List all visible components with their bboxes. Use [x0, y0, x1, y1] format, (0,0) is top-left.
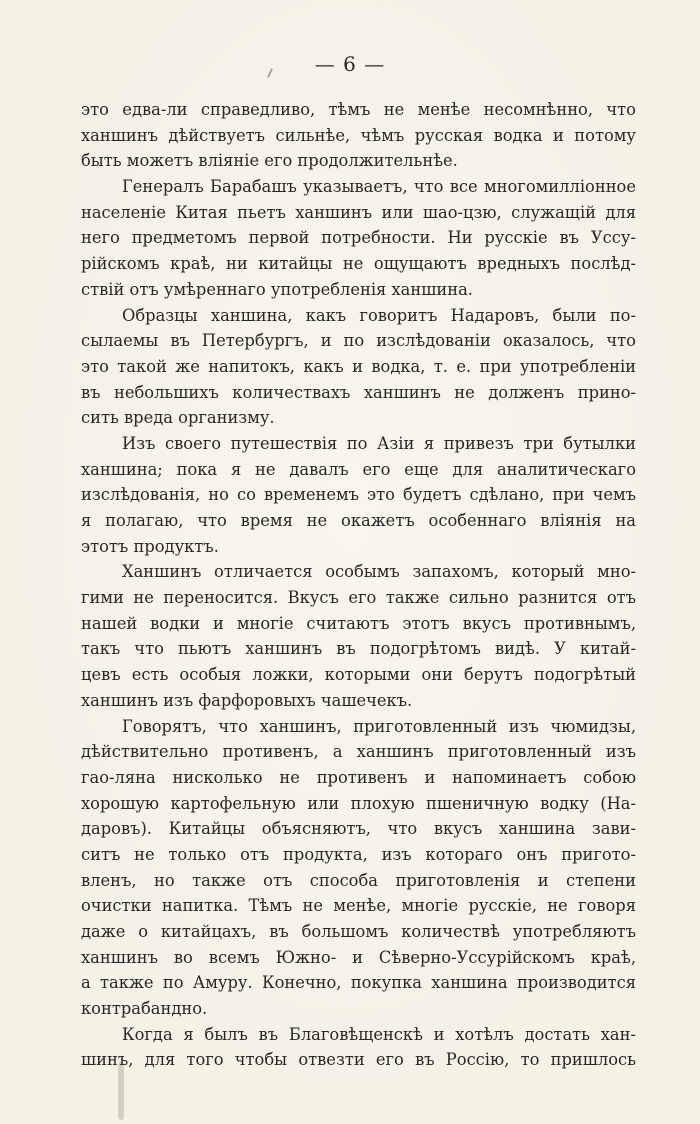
- text-line: Ханшинъ отличается особымъ запахомъ, который мно-: [122, 562, 636, 582]
- text-line: населеніе Китая пьетъ ханшинъ или шао-цзю, служащій для: [81, 202, 636, 222]
- text-line: Когда я былъ въ Благовѣщенскѣ и хотѣлъ достать хан-: [122, 1024, 636, 1044]
- page-number: — 6 —: [314, 52, 386, 76]
- text-line: это едва-ли справедливо, тѣмъ не менѣе несомнѣнно, что: [81, 100, 636, 119]
- text-line: гими не переносится. Вкусъ его также сильно разнится отъ: [81, 588, 636, 608]
- text-line: сылаемы въ Петербургъ, и по изслѣдованіи оказалось, что: [81, 331, 636, 351]
- text-line: очистки напитка. Тѣмъ не менѣе, многіе русскіе, не говоря: [81, 896, 636, 916]
- text-line: ситъ не только отъ продукта, изъ котораго онъ пригото-: [81, 844, 636, 864]
- scan-smudge: [118, 1062, 124, 1120]
- text-line: цевъ есть особыя ложки, которыми они берутъ подогрѣтый: [81, 665, 636, 685]
- text-line: Образцы ханшина, какъ говоритъ Надаровъ, были по-: [122, 305, 636, 325]
- text-line: изслѣдованія, но со временемъ это будетъ сдѣлано, при чемъ: [81, 485, 636, 505]
- text-line: ханшинъ изъ фарфоровыхъ чашечекъ.: [81, 690, 413, 710]
- text-line: рійскомъ краѣ, ни китайцы не ощущаютъ вредныхъ послѣд-: [81, 254, 636, 274]
- text-line: ствій отъ умѣреннаго употребленія ханшина.: [81, 279, 473, 299]
- text-line: гао-ляна нисколько не противенъ и напоминаетъ собою: [81, 767, 636, 787]
- text-line: это такой же напитокъ, какъ и водка, т. е. при употребленіи: [81, 356, 636, 376]
- text-line: даровъ). Китайцы объясняютъ, что вкусъ ханшина зави-: [81, 819, 636, 839]
- text-line: въ небольшихъ количествахъ ханшинъ не долженъ прино-: [81, 382, 636, 402]
- text-line: контрабандно.: [81, 999, 208, 1019]
- text-line: нашей водки и многіе считаютъ этотъ вкусъ противнымъ,: [81, 613, 636, 633]
- text-line: я полагаю, что время не окажетъ особеннаго вліянія на: [81, 511, 636, 530]
- text-line: ханшина; пока я не давалъ его еще для аналитическаго: [81, 459, 636, 479]
- text-line: хорошую картофельную или плохую пшеничную водку (На-: [81, 793, 636, 813]
- text-line: Изъ своего путешествія по Азіи я привезъ три бутылки: [122, 433, 636, 453]
- text-line: шинъ, для того чтобы отвезти его въ Россію, то пришлось: [81, 1050, 636, 1070]
- body-text: [81, 97, 636, 1073]
- text-line: ханшинъ во всемъ Южно- и Сѣверно-Уссурійскомъ краѣ,: [81, 947, 636, 967]
- text-line: него предметомъ первой потребности. Ни русскіе въ Уссу-: [81, 228, 636, 248]
- text-line: даже о китайцахъ, въ большомъ количествѣ употребляютъ: [81, 922, 636, 941]
- text-line: быть можетъ вліяніе его продолжительнѣе.: [81, 151, 458, 171]
- text-line: такъ что пьютъ ханшинъ въ подогрѣтомъ видѣ. У китай-: [81, 639, 636, 659]
- text-line: этотъ продуктъ.: [81, 536, 219, 556]
- text-line: вленъ, но также отъ способа приготовленія и степени: [81, 870, 636, 890]
- text-line: Говорятъ, что ханшинъ, приготовленный изъ чюмидзы,: [122, 716, 636, 736]
- text-line: дѣйствительно противенъ, а ханшинъ приготовленный изъ: [81, 742, 636, 762]
- text-line: сить вреда организму.: [81, 408, 275, 428]
- text-line: ханшинъ дѣйствуетъ сильнѣе, чѣмъ русская водка и потому: [81, 125, 636, 145]
- text-line: Генералъ Барабашъ указываетъ, что все многомилліонное: [122, 177, 636, 197]
- text-line: а также по Амуру. Конечно, покупка ханшина производится: [81, 973, 636, 993]
